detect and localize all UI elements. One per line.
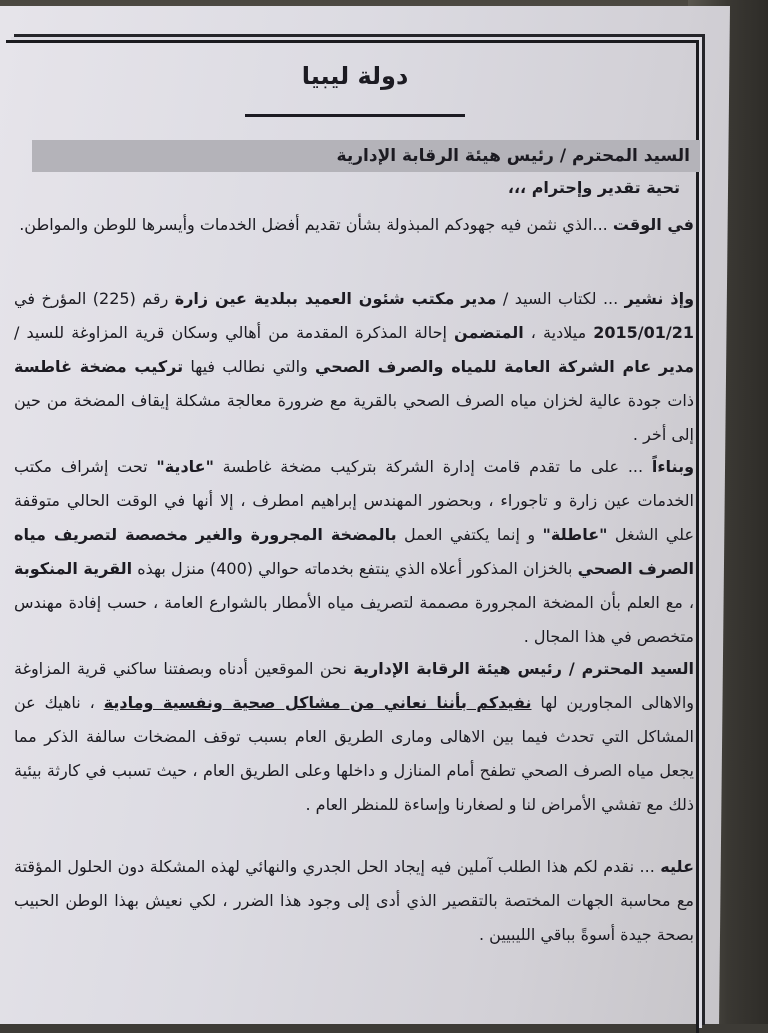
- page-title: دولة ليبيا: [301, 62, 409, 90]
- p3-text-1: ... على ما تقدم قامت إدارة الشركة بتركيب مضخة غاطسة: [213, 457, 652, 476]
- p3-text-4: بالخزان المذكور أعلاه الذي ينتفع بخدماته حوالي (400) منزل بهذه: [132, 559, 578, 578]
- p3-bold-2: "عاطلة": [542, 525, 608, 544]
- p3-text-5: ، مع العلم بأن المضخة المجرورة مصممة لتصريف مياه الأمطار بالشوارع العامة ، حسب إفادة مهندس متخصص في هذا المجال .: [14, 593, 694, 646]
- p3-bold-4: القرية المنكوبة: [14, 559, 133, 578]
- p4-bold-underlined: نفيدكم بأننا نعاني من مشاكل صحية ونفسية ومادية: [103, 693, 532, 712]
- p2-lead: وإذ نشير: [624, 289, 695, 308]
- p4-text-2: ، ناهيك عن المشاكل التي تحدث فيما بين الاهالى ومارى الطريق العام بسبب توقف المضخات سالفة الذكر مما يجعل مياه الصرف الصحي تطفح أمام المنازل و داخلها وعلى الطريق العام ، حيث تسبب في كارثة بيئية ذلك مع تفشي الأمراض لنا و لصغارنا وإساءة للمنظر العام .: [14, 693, 694, 814]
- p2-text-1: ... لكتاب السيد /: [496, 289, 625, 308]
- p2-bold-1: مدير مكتب شئون العميد ببلدية عين زارة: [174, 289, 497, 308]
- p1-text: ...الذي نثمن فيه جهودكم المبذولة بشأن تقديم أفضل الخدمات وأيسرها للوطن والمواطن.: [19, 215, 613, 234]
- addressee-banner: السيد المحترم / رئيس هيئة الرقابة الإدارية: [32, 140, 700, 172]
- p2-bold-3: المتضمن: [454, 323, 524, 342]
- p5-text-1: ... نقدم لكم هذا الطلب آملين فيه إيجاد الحل الجدري والنهائي لهذه المشكلة دون الحلول المؤقتة مع محاسبة الجهات المختصة بالتقصير الذي أدى إلى وجود هذا الضرر ، لكي نعيش بهذا الوطن الحبيب بصحة جيدة أسوةً بباقي الليبيين .: [14, 857, 694, 944]
- title-underline: [245, 114, 465, 117]
- p2-text-3: ميلادية ،: [523, 323, 594, 342]
- p4-lead: السيد المحترم / رئيس هيئة الرقابة الإدارية: [353, 659, 695, 678]
- p2-text-2: رقم (225) المؤرخ في: [14, 289, 175, 308]
- p5-lead: عليه: [660, 857, 694, 876]
- p3-lead: وبناءاً: [651, 457, 695, 476]
- p2-text-4: إحالة المذكرة المقدمة من أهالي وسكان قرية المزاوغة للسيد /: [14, 323, 455, 342]
- p4-text-1: نحن الموقعين أدناه وبصفتنا ساكني قرية المزاوغة والاهالى المجاورين لها: [14, 659, 695, 712]
- p2-text-5: والتي نطالب فيها: [183, 357, 316, 376]
- p2-date: 2015/01/21: [593, 323, 694, 342]
- paragraph-1: [14, 208, 694, 242]
- paragraph-5: [14, 850, 694, 952]
- paragraph-3: [14, 450, 694, 654]
- p2-text-6: ذات جودة عالية لخزان مياه الصرف الصحي بالقرية مع ضرورة معالجة مشكلة إيقاف المضخة من حين إلى أخر .: [14, 391, 694, 444]
- p2-bold-5: تركيب مضخة غاطسة: [14, 357, 184, 376]
- p1-lead: في الوقت: [612, 215, 694, 234]
- greeting: تحية تقدير وإحترام ،،،: [507, 178, 680, 197]
- p3-bold-1: "عادية": [156, 457, 214, 476]
- paragraph-2: [14, 282, 694, 452]
- p3-text-2: تحت إشراف مكتب الخدمات عين زارة و تاجوراء ، وبحضور المهندس إبراهيم امطرف ، إلا أنها في الوقت الحالي متوقفة علي الشغل: [14, 457, 694, 544]
- p3-bold-3: بالمضخة المجرورة والغير مخصصة لتصريف مياه الصرف الصحي: [14, 525, 694, 578]
- p3-text-3: و إنما يكتفي العمل: [396, 525, 543, 544]
- paragraph-4: [14, 652, 694, 822]
- letter: [10, 40, 700, 1024]
- p2-bold-4: مدير عام الشركة العامة للمياه والصرف الصحي: [315, 357, 694, 376]
